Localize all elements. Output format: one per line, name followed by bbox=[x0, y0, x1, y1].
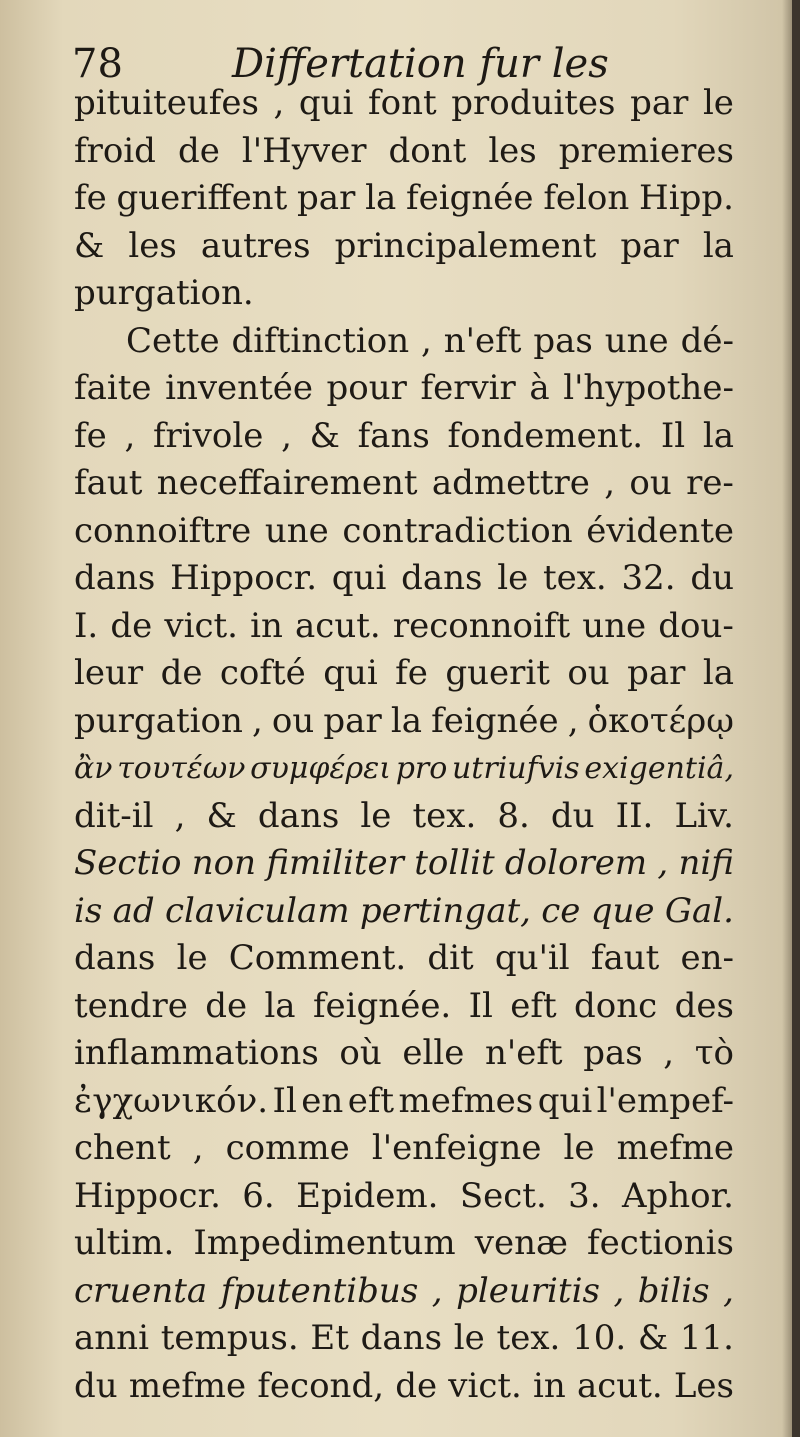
text-line: dit-il , & dans le tex. 8. du II. Liv. bbox=[74, 795, 734, 836]
text-line: ἐγχωνικόν. Il en eft mefmes qui l'empef- bbox=[74, 1080, 734, 1121]
text-line: fe , frivole , & fans fondement. Il la bbox=[74, 415, 734, 456]
text-line: anni tempus. Et dans le tex. 10. & 11. bbox=[74, 1318, 734, 1358]
text-line: froid de l'Hyver dont les premieres bbox=[74, 130, 734, 171]
text-line: fe gueriffent par la feignée felon Hipp. bbox=[74, 178, 734, 218]
body-text bbox=[74, 80, 734, 1410]
text-line: faite inventée pour fervir à l'hypothe- bbox=[74, 368, 734, 408]
text-line: chent , comme l'enfeigne le mefme bbox=[74, 1128, 734, 1168]
text-line: ultim. Impedimentum venæ fectionis bbox=[74, 1223, 734, 1263]
page-number: 78 bbox=[72, 41, 123, 87]
text-line: pituiteufes , qui font produites par le bbox=[74, 83, 734, 123]
page-gutter bbox=[792, 0, 800, 1437]
text-line: Hippocr. 6. Epidem. Sect. 3. Aphor. bbox=[74, 1175, 734, 1216]
text-line: & les autres principalement par la bbox=[74, 225, 734, 266]
text-line: faut neceffairement admettre , ou re- bbox=[74, 463, 734, 503]
text-line: inflammations où elle n'eft pas , τὸ bbox=[74, 1033, 734, 1073]
text-line: purgation , ou par la feignée , ὁκοτέρῳ bbox=[74, 700, 734, 741]
text-line: ἂν τουτέων συμφέρει pro utriufvis exigentiâ, bbox=[74, 751, 734, 786]
text-line: connoiftre une contradiction évidente bbox=[74, 510, 734, 551]
text-line: Cette diftinction , n'eft pas une dé- bbox=[126, 320, 734, 361]
text-line: I. de vict. in acut. reconnoift une dou- bbox=[74, 605, 734, 646]
text-line: purgation. bbox=[74, 273, 254, 313]
text-line: du mefme fecond, de vict. in acut. Les bbox=[74, 1365, 734, 1406]
text-line: tendre de la feignée. Il eft donc des bbox=[74, 985, 734, 1026]
running-head: Differtation fur les bbox=[232, 41, 609, 87]
text-line: is ad claviculam pertingat, ce que Gal. bbox=[74, 890, 734, 931]
text-line: Sectio non fimiliter tollit dolorem , nifi bbox=[74, 843, 734, 883]
text-line: dans Hippocr. qui dans le tex. 32. du bbox=[74, 558, 734, 598]
text-line: dans le Comment. dit qu'il faut en- bbox=[74, 938, 734, 978]
text-line: cruenta fputentibus , pleuritis , bilis , bbox=[74, 1270, 734, 1311]
text-line: leur de cofté qui fe guerit ou par la bbox=[74, 653, 734, 693]
